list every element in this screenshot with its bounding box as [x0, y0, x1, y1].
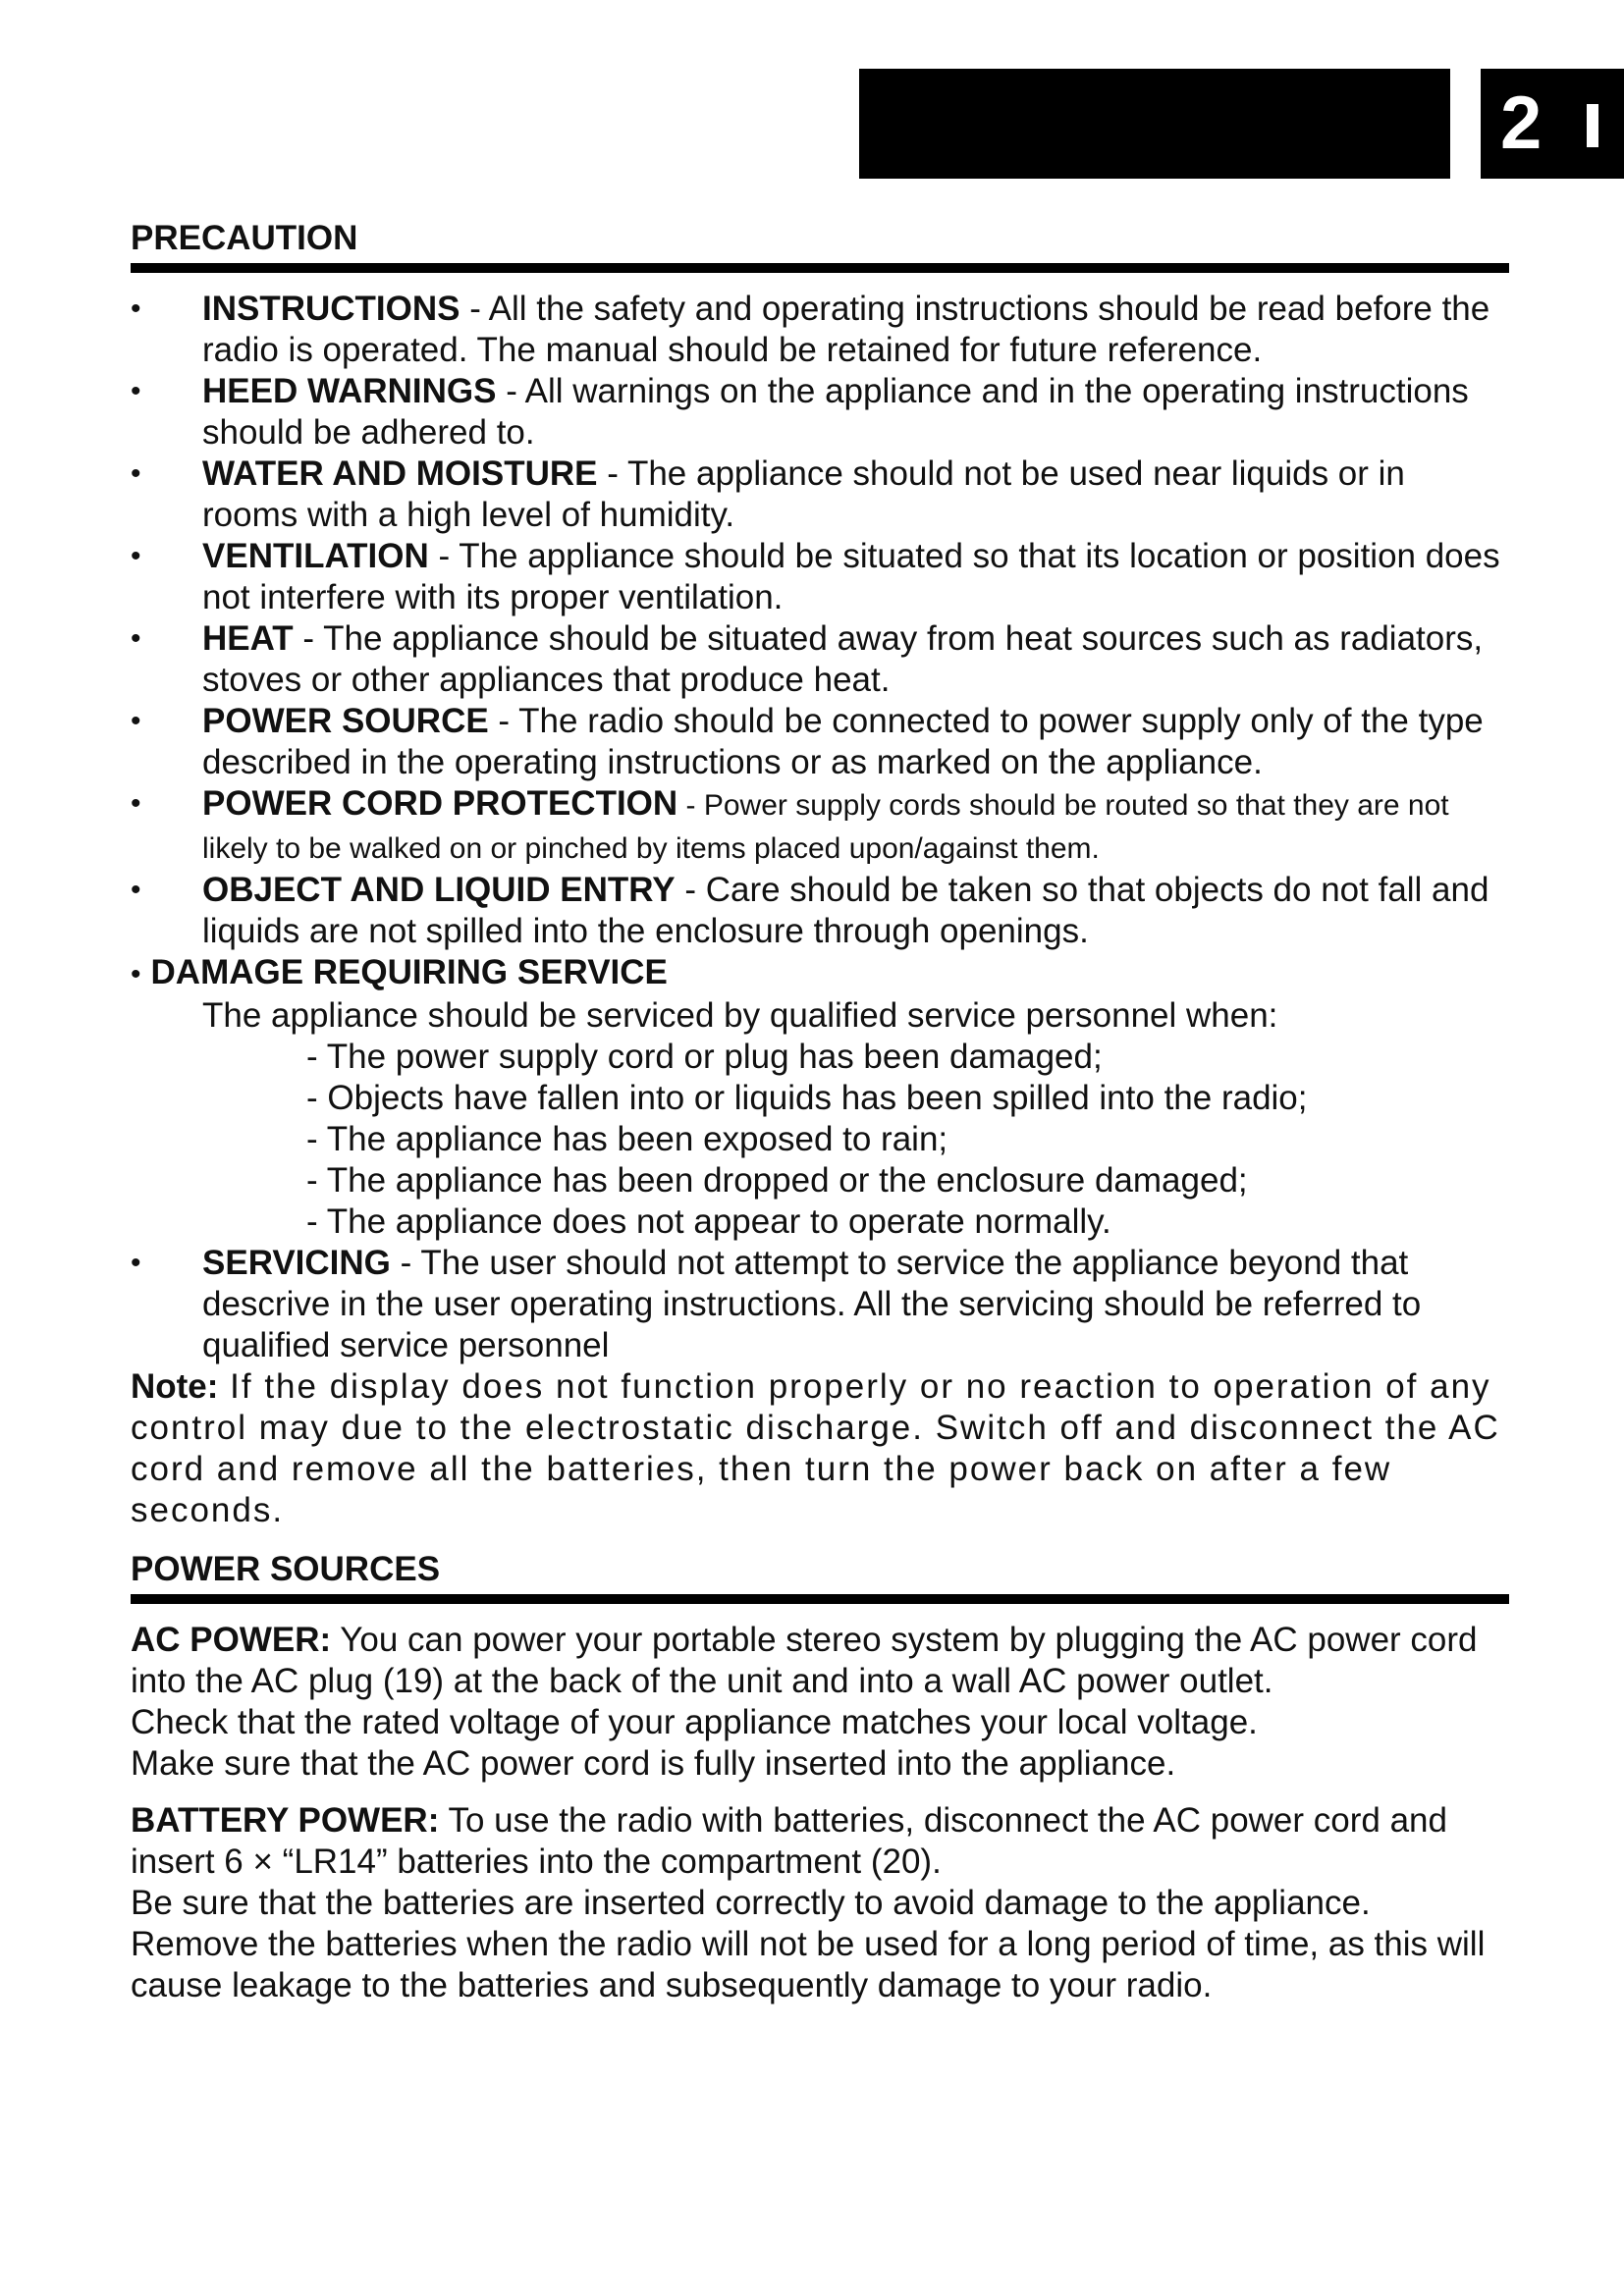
list-item [131, 701, 1509, 783]
item-text: - The user should not attempt to service the appliance beyond that descrive in the user operating instructions. All the servicing should be referred to qualified service personnel [202, 1244, 1422, 1364]
bullet-icon [131, 289, 202, 330]
bullet-icon [131, 618, 202, 660]
condition-item: - The power supply cord or plug has been damaged; [306, 1038, 1103, 1076]
list-item [131, 454, 1509, 536]
battery-power-text: To use the radio with batteries, disconnect the AC power cord and insert 6 × “LR14” batteries into the compartment (20). [131, 1801, 1447, 1881]
item-text: - The appliance should be situated away from heat sources such as radiators, stoves or other appliances that produce heat. [202, 619, 1484, 699]
item-text: - Care should be taken so that objects do not fall and liquids are not spilled into the enclosure through openings. [202, 871, 1489, 950]
bullet-icon [131, 958, 151, 990]
damage-intro: The appliance should be serviced by qualified service personnel when: [202, 996, 1278, 1035]
tab-edge-mark [1587, 104, 1598, 147]
power-sources-title: POWER SOURCES [131, 1550, 441, 1588]
item-term: OBJECT AND LIQUID ENTRY [202, 871, 676, 909]
ac-power-paragraph [131, 1620, 1509, 1702]
condition-item: - The appliance has been exposed to rain; [306, 1120, 948, 1158]
item-text: - The appliance should be situated so that its location or position does not interfere with its proper ventilation. [202, 537, 1500, 616]
item-text: - The radio should be connected to power supply only of the type described in the operating instructions or as marked on the appliance. [202, 702, 1484, 781]
list-item [131, 536, 1509, 618]
ac-power-line: Make sure that the AC power cord is fully inserted into the appliance. [131, 1744, 1176, 1783]
battery-power-paragraph [131, 1800, 1509, 1883]
damage-item [131, 952, 1509, 1243]
ac-power-line: Check that the rated voltage of your appliance matches your local voltage. [131, 1703, 1258, 1741]
item-term: SERVICING [202, 1244, 391, 1282]
page-number-tab [1481, 69, 1624, 179]
item-term: POWER CORD PROTECTION [202, 784, 678, 823]
item-term: POWER SOURCE [202, 702, 489, 740]
list-item [131, 1243, 1509, 1366]
section-rule [131, 1594, 1509, 1604]
note-text: If the display does not function properly or no reaction to operation of any control may due to the electrostatic discharge. Switch off and disconnect the AC cord and remove all the batteries, then turn the power back on after a few seconds. [131, 1367, 1500, 1529]
list-item [131, 289, 1509, 371]
bullet-icon [131, 870, 202, 911]
list-item [131, 371, 1509, 454]
condition-item: - The appliance does not appear to operate normally. [306, 1202, 1111, 1241]
page-number: 2 [1500, 81, 1543, 165]
list-item [131, 618, 1509, 701]
item-text: - All warnings on the appliance and in the operating instructions should be adhered to. [202, 372, 1469, 452]
damage-term: DAMAGE REQUIRING SERVICE [150, 953, 668, 991]
bullet-icon [131, 454, 202, 495]
battery-power-line: Remove the batteries when the radio will not be used for a long period of time, as this will cause leakage to the batteries and subsequently damage to your radio. [131, 1925, 1486, 2004]
list-item [131, 870, 1509, 952]
list-item [131, 783, 1509, 870]
condition-item: - The appliance has been dropped or the enclosure damaged; [306, 1161, 1248, 1200]
item-term: VENTILATION [202, 537, 429, 575]
header-bar [859, 69, 1450, 179]
bullet-icon [131, 536, 202, 577]
item-text: - The appliance should not be used near liquids or in rooms with a high level of humidity. [202, 454, 1405, 534]
item-text: - All the safety and operating instructions should be read before the radio is operated. The manual should be retained for future reference. [202, 290, 1490, 369]
section-rule [131, 263, 1509, 273]
bullet-icon [131, 701, 202, 742]
battery-power-label: BATTERY POWER: [131, 1801, 440, 1840]
precaution-list [131, 289, 1509, 1366]
note-paragraph [131, 1366, 1509, 1531]
page-content [131, 218, 1509, 2006]
bullet-icon [131, 783, 202, 825]
item-term: WATER AND MOISTURE [202, 454, 598, 493]
spacer [131, 1785, 1509, 1800]
battery-power-line: Be sure that the batteries are inserted correctly to avoid damage to the appliance. [131, 1884, 1371, 1922]
damage-conditions [131, 1037, 1509, 1243]
condition-item: - Objects have fallen into or liquids has been spilled into the radio; [306, 1079, 1308, 1117]
ac-power-label: AC POWER: [131, 1621, 332, 1659]
ac-power-text: You can power your portable stereo system by plugging the AC power cord into the AC plug (19) at the back of the unit and into a wall AC power outlet. [131, 1621, 1478, 1700]
item-term: INSTRUCTIONS [202, 290, 460, 328]
item-term: HEED WARNINGS [202, 372, 497, 410]
note-label: Note: [131, 1367, 219, 1406]
item-term: HEAT [202, 619, 294, 658]
bullet-icon [131, 1243, 202, 1284]
precaution-title: PRECAUTION [131, 219, 358, 257]
item-text: - Power supply cords should be routed so that they are not likely to be walked on or pinched by items placed upon/against them. [202, 789, 1449, 865]
bullet-icon [131, 371, 202, 412]
